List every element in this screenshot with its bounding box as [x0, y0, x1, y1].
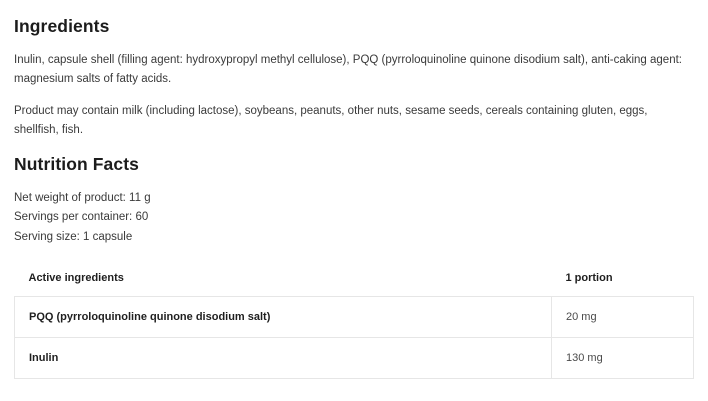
list-item: Net weight of product: 11 g	[14, 191, 151, 204]
cell-ingredient-name: PQQ (pyrroloquinoline quinone disodium salt)	[15, 296, 552, 337]
ingredients-allergen-paragraph: Product may contain milk (including lactose), soybeans, peanuts, other nuts, sesame seeds, cereals containing gluten, eggs, shellfish, fish.	[14, 105, 648, 136]
list-item: Serving size: 1 capsule	[14, 231, 133, 244]
column-header-active-ingredients: Active ingredients	[28, 271, 124, 284]
table-header-row	[15, 266, 694, 297]
nutrition-facts-heading: Nutrition Facts	[14, 153, 139, 174]
nutrition-facts-list	[14, 189, 694, 248]
ingredients-heading: Ingredients	[14, 16, 110, 36]
table-row	[15, 296, 694, 337]
table-row	[15, 337, 694, 378]
active-ingredients-table	[14, 266, 694, 379]
ingredients-paragraph-1: Inulin, capsule shell (filling agent: hydroxypropyl methyl cellulose), PQQ (pyrroloquinoline quinone disodium salt), anti-caking agent: magnesium salts of fatty acids.	[14, 54, 682, 85]
column-header-portion: 1 portion	[565, 271, 613, 284]
list-item: Servings per container: 60	[14, 211, 149, 224]
cell-ingredient-amount: 20 mg	[552, 296, 694, 337]
cell-ingredient-name: Inulin	[15, 337, 552, 378]
cell-ingredient-amount: 130 mg	[552, 337, 694, 378]
